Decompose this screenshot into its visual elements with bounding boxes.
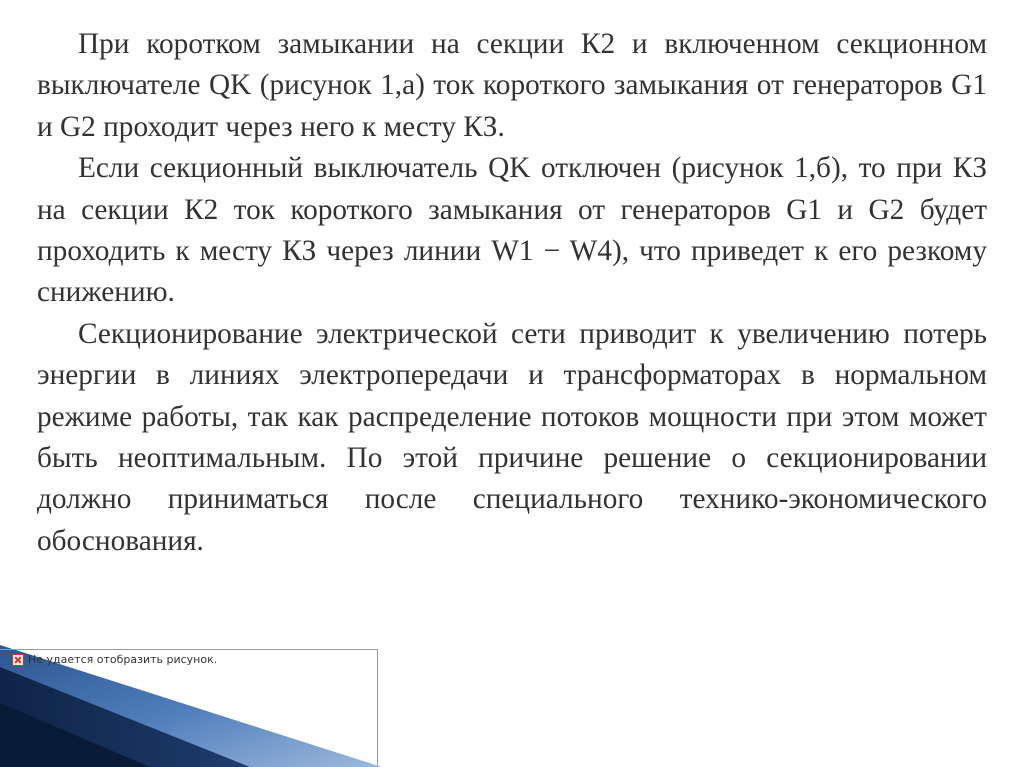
paragraph-2: Если секционный выключатель QK отключен (рисунок 1,б), то при КЗ на секции К2 ток короткого замыкания от генераторов G1 и G2 будет проходить к месту КЗ через линии W1 − W4), что приведет к его резкому снижению. xyxy=(37,152,987,309)
paragraph-3: Секционирование электрической сети приводит к увеличению потерь энергии в линиях электропередачи и трансформаторах в нормальном режиме работы, так как распределение потоков мощности при этом может быть неоптимальным. По этой причине решение о секционировании должно приниматься после специального технико-экономического обоснования. xyxy=(37,317,987,557)
broken-image-icon xyxy=(12,654,24,666)
image-placeholder-message: Не удается отобразить рисунок. xyxy=(28,653,218,666)
paragraph-1: При коротком замыкании на секции К2 и включенном секционном выключателе QK (рисунок 1,а) ток короткого замыкания от генераторов G1 и G2 проходит через него к месту КЗ. xyxy=(37,28,987,143)
slide-body-text xyxy=(37,24,987,562)
